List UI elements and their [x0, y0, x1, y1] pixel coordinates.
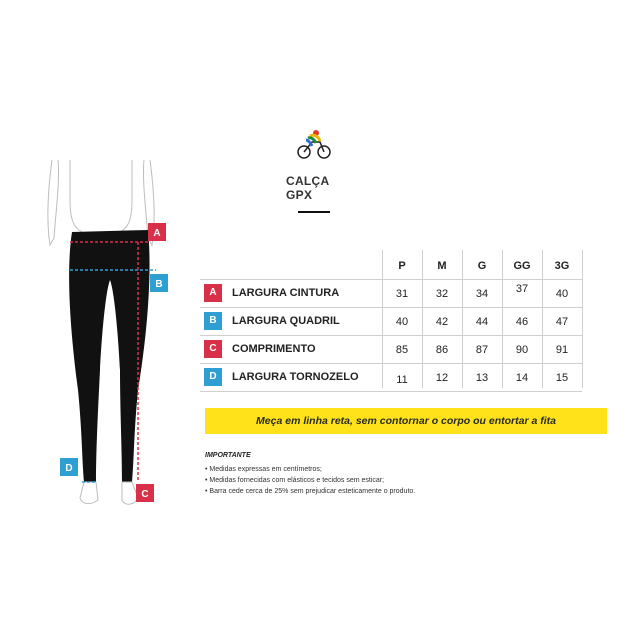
- grid-line: [200, 363, 582, 364]
- grid-line: [200, 307, 582, 308]
- table-cell: 47: [555, 316, 569, 328]
- title-divider: [298, 211, 330, 213]
- table-cell: 37: [515, 283, 529, 295]
- table-cell: 86: [435, 344, 449, 356]
- note-item: • Barra cede cerca de 25% sem prejudicar esteticamente o produto.: [205, 488, 416, 495]
- table-cell: 14: [515, 372, 529, 384]
- row-label-ankle: LARGURA TORNOZELO: [232, 371, 359, 383]
- table-cell: 34: [475, 288, 489, 300]
- table-cell: 42: [435, 316, 449, 328]
- svg-text:D: D: [65, 463, 73, 474]
- table-cell: 13: [475, 372, 489, 384]
- table-cell: 31: [395, 288, 409, 300]
- table-cell: 87: [475, 344, 489, 356]
- grid-line: [200, 335, 582, 336]
- table-cell: 85: [395, 344, 409, 356]
- size-header-g: G: [477, 260, 487, 272]
- size-header-p: P: [398, 260, 406, 272]
- table-cell: 15: [555, 372, 569, 384]
- row-badge-d: D: [204, 368, 222, 386]
- table-cell: 40: [395, 316, 409, 328]
- svg-text:B: B: [155, 279, 163, 290]
- leggings-figure: [30, 160, 190, 520]
- notes-title: IMPORTANTE: [205, 452, 251, 459]
- svg-text:A: A: [153, 228, 161, 239]
- note-item: • Medidas expressas em centímetros;: [205, 466, 322, 473]
- row-badge-a: A: [204, 284, 222, 302]
- instruction-text: Meça em linha reta, sem contornar o corpo ou entortar a fita: [256, 415, 556, 427]
- table-cell: 90: [515, 344, 529, 356]
- cyclist-logo-icon: [296, 128, 332, 160]
- product-title: CALÇA GPX: [286, 174, 330, 202]
- row-label-hip: LARGURA QUADRIL: [232, 315, 340, 327]
- table-cell: 11: [396, 374, 408, 386]
- note-item: • Medidas fornecidas com elásticos e tecidos sem esticar;: [205, 477, 385, 484]
- size-header-gg: GG: [513, 260, 531, 272]
- size-header-3g: 3G: [554, 260, 570, 272]
- table-cell: 32: [435, 288, 449, 300]
- table-cell: 44: [475, 316, 489, 328]
- row-badge-b: B: [204, 312, 222, 330]
- row-badge-c: C: [204, 340, 222, 358]
- table-cell: 46: [515, 316, 529, 328]
- grid-line: [200, 391, 582, 392]
- grid-line: [200, 279, 582, 280]
- row-label-waist: LARGURA CINTURA: [232, 287, 340, 299]
- size-header-m: M: [437, 260, 447, 272]
- grid-line: [582, 250, 583, 388]
- table-cell: 40: [555, 288, 569, 300]
- row-label-length: COMPRIMENTO: [232, 343, 316, 355]
- table-cell: 12: [435, 372, 449, 384]
- table-cell: 91: [555, 344, 569, 356]
- svg-text:C: C: [141, 489, 149, 500]
